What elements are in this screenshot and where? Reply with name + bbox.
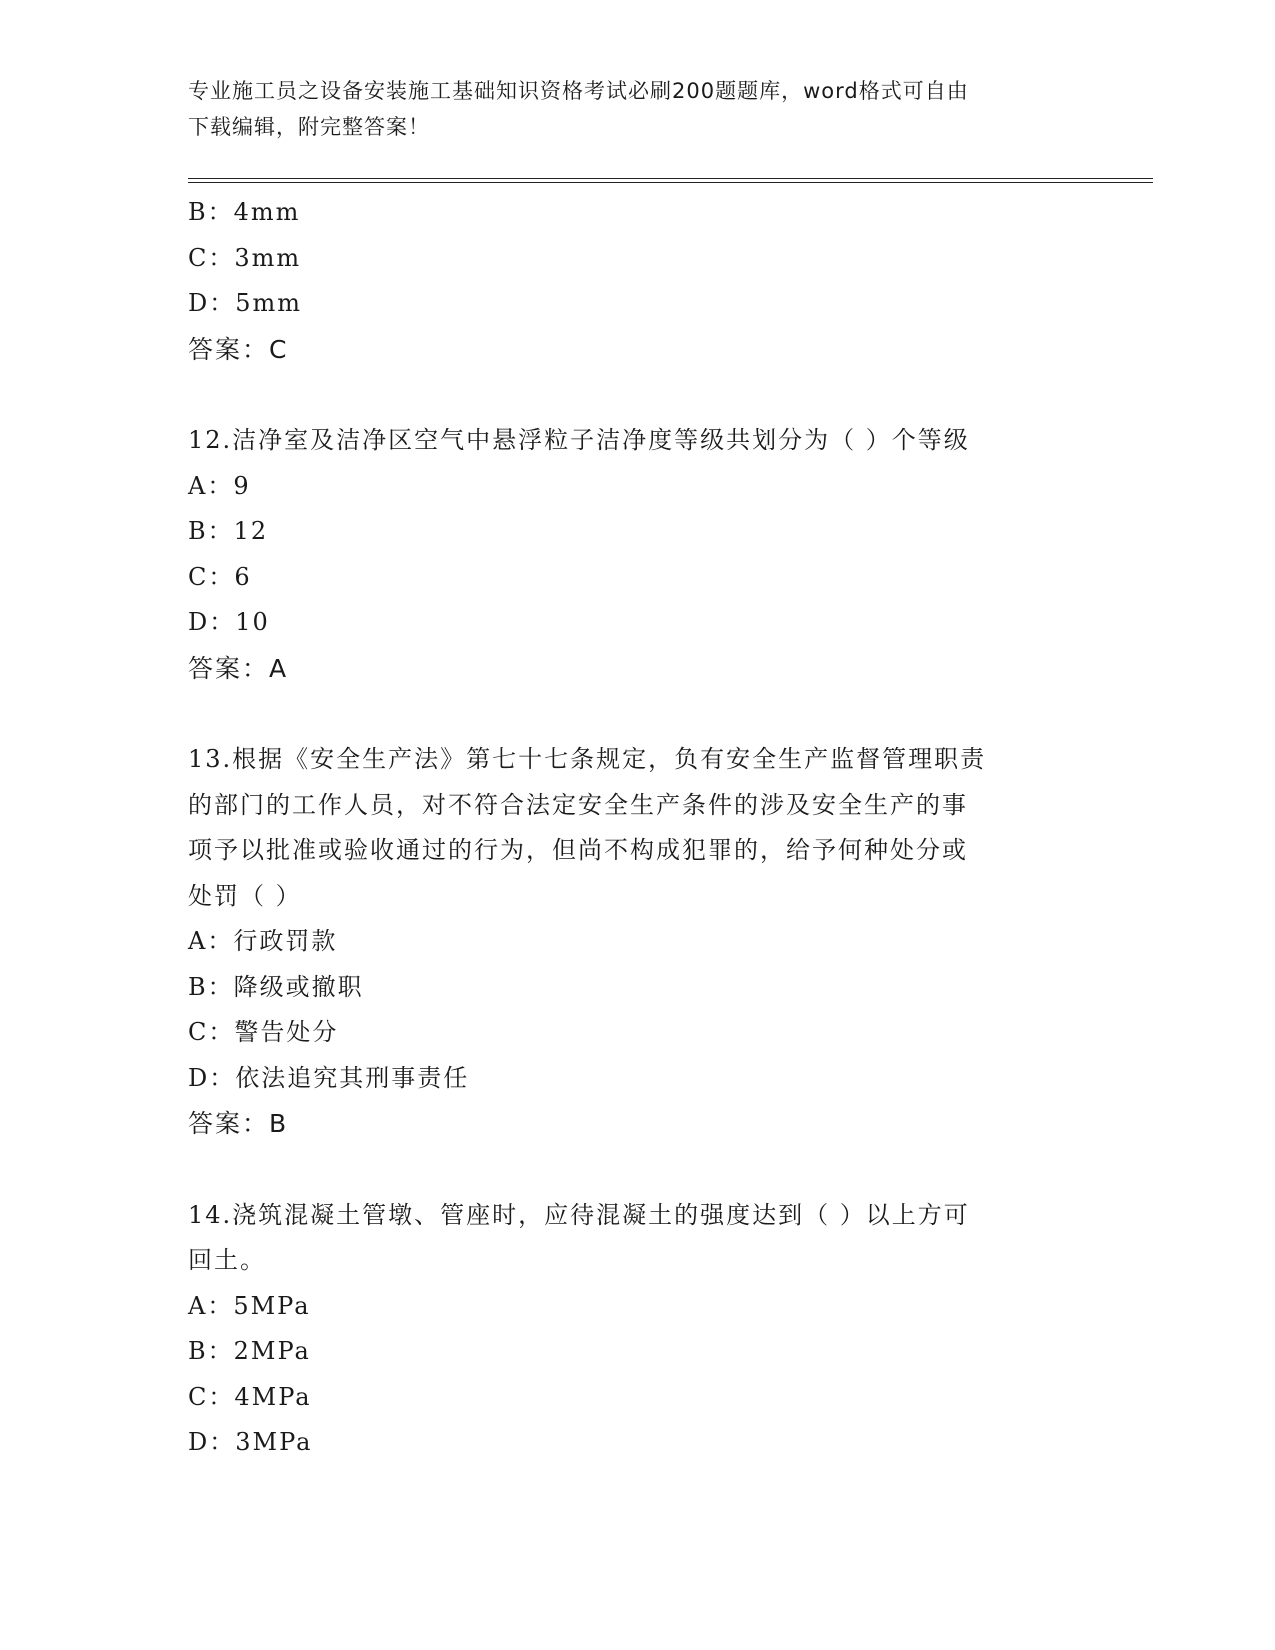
answer-line: 答案：A — [188, 653, 289, 683]
document-page — [188, 0, 1153, 1650]
question-stem: 的部门的工作人员，对不符合法定安全生产条件的涉及安全生产的事 — [188, 790, 968, 819]
question-stem: 13.根据《安全生产法》第七十七条规定，负有安全生产监督管理职责 — [188, 745, 987, 773]
spacer — [188, 372, 1088, 418]
option-c: C：3mm — [188, 243, 302, 272]
option-a: A：5MPa — [188, 1291, 311, 1320]
question-list — [188, 190, 1088, 1466]
header-rule-top — [188, 178, 1153, 179]
option-a: A：行政罚款 — [188, 927, 338, 955]
option-c: C：6 — [188, 562, 252, 591]
answer-line: 答案：C — [188, 334, 289, 364]
option-d: D：5mm — [188, 289, 303, 317]
option-b: B：4mm — [188, 198, 301, 226]
option-d: D：3MPa — [188, 1428, 313, 1456]
header-line-2: 下载编辑，附完整答案！ — [188, 115, 430, 139]
option-c: C：4MPa — [188, 1382, 312, 1411]
option-c: C：警告处分 — [188, 1018, 339, 1046]
question-stem: 回土。 — [188, 1246, 266, 1274]
option-d: D：依法追究其刑事责任 — [188, 1063, 470, 1092]
question-12 — [188, 418, 1088, 691]
answer-line: 答案：B — [188, 1109, 289, 1138]
header-line-1: 专业施工员之设备安装施工基础知识资格考试必刷200题题库，word格式可自由 — [188, 79, 969, 103]
question-stem: 12.洁净室及洁净区空气中悬浮粒子洁净度等级共划分为（ ）个等级 — [188, 426, 970, 454]
document-header — [188, 73, 1068, 145]
question-stem: 14.浇筑混凝土管墩、管座时，应待混凝土的强度达到（ ）以上方可 — [188, 1200, 970, 1229]
question-14 — [188, 1193, 1088, 1466]
question-13 — [188, 737, 1088, 1147]
header-rule-bottom — [188, 182, 1153, 183]
question-stem: 处罚（ ） — [188, 881, 302, 910]
question-stem: 项予以批准或验收通过的行为，但尚不构成犯罪的，给予何种处分或 — [188, 836, 968, 864]
option-b: B：12 — [188, 517, 269, 545]
option-b: B：降级或撤职 — [188, 972, 364, 1001]
question-11-continued — [188, 190, 1088, 372]
spacer — [188, 691, 1088, 737]
option-b: B：2MPa — [188, 1337, 311, 1365]
option-d: D：10 — [188, 608, 270, 636]
option-a: A：9 — [188, 471, 251, 500]
spacer — [188, 1147, 1088, 1193]
